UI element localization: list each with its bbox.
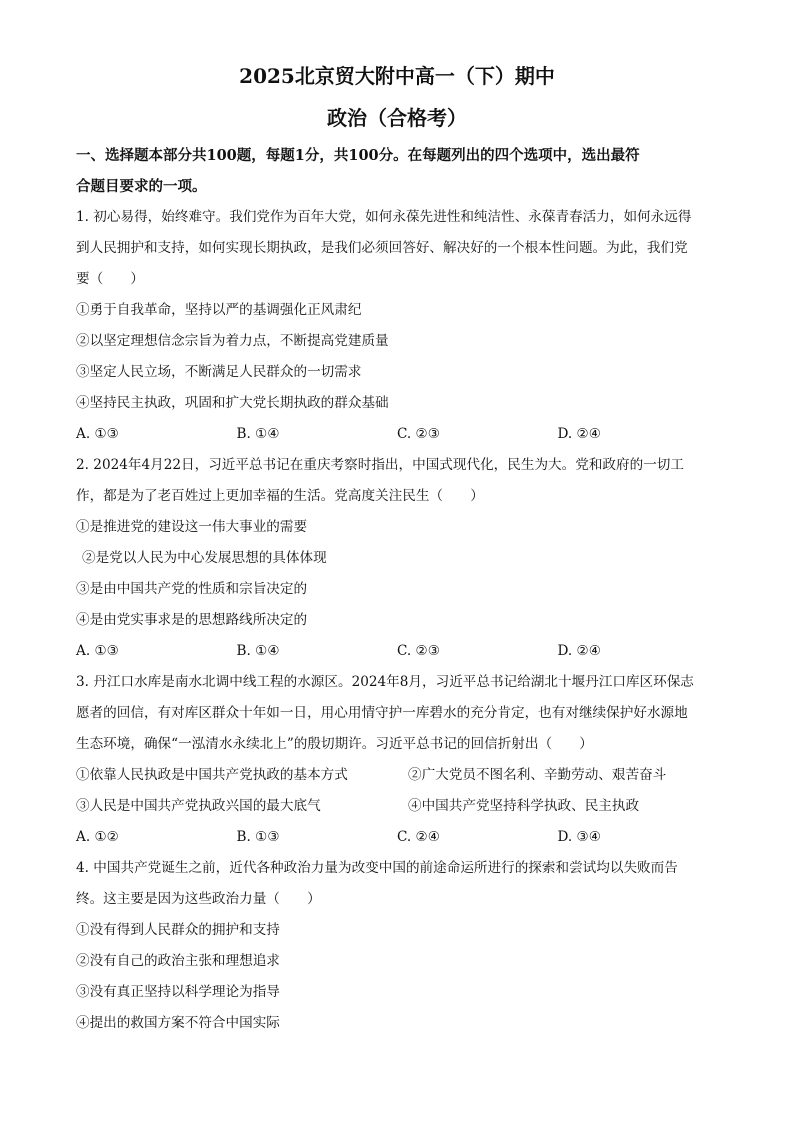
question-2 (76, 450, 718, 667)
statement-option: ①没有得到人民群众的拥护和支持 (76, 922, 280, 938)
statement-option: ②以坚定理想信念宗旨为着力点，不断提高党建质量 (76, 333, 389, 349)
statement-option: ③人民是中国共产党执政兴国的最大底气 (76, 798, 321, 814)
statement-option: ④中国共产党坚持科学执政、民主执政 (408, 798, 640, 814)
section-heading-cont: 合题目要求的一项。 (76, 178, 207, 195)
question-stem-line: 1. 初心易得，始终难守。我们党作为百年大党，如何永葆先进性和纯洁性、永葆青春活力，如何永远得 (76, 209, 692, 225)
choice-d[interactable]: D. ②④ (557, 643, 601, 659)
question-stem-line: 终。这主要是因为这些政治力量（ ） (76, 891, 321, 907)
question-stem-line: 作，都是为了老百姓过上更加幸福的生活。党高度关注民生（ ） (76, 488, 484, 504)
statement-option-row (76, 791, 718, 822)
question-stem-line: 到人民拥护和支持，如何实现长期执政，是我们必须回答好、解决好的一个根本性问题。为此，我们党 (76, 240, 688, 256)
exam-subtitle: 政治（合格考） (327, 106, 467, 130)
statement-option: ①依靠人民执政是中国共产党执政的基本方式 (76, 767, 348, 783)
choice-a[interactable]: A. ①② (76, 829, 119, 845)
choice-c[interactable]: C. ②③ (397, 426, 440, 442)
statement-option: ①是推进党的建设这一伟大事业的需要 (76, 519, 308, 535)
answer-choices (76, 419, 718, 450)
statement-option-row (76, 760, 718, 791)
choice-c[interactable]: C. ②③ (397, 643, 440, 659)
exam-title: 2025北京贸大附中高一（下）期中 (239, 64, 555, 88)
choice-b[interactable]: B. ①④ (236, 643, 280, 659)
question-stem-line: 3. 丹江口水库是南水北调中线工程的水源区。2024年8月，习近平总书记给湖北十堰丹江口库区环保志 (76, 674, 694, 690)
question-stem-line: 2. 2024年4月22日，习近平总书记在重庆考察时指出，中国式现代化，民生为大。党和政府的一切工 (76, 457, 684, 473)
statement-option: ③没有真正坚持以科学理论为指导 (76, 984, 280, 1000)
question-1 (76, 202, 718, 450)
question-stem-line: 要（ ） (76, 271, 144, 287)
statement-option: ②广大党员不图名利、辛勤劳动、艰苦奋斗 (408, 767, 667, 783)
question-stem-line: 生态环境，确保“一泓清水永续北上”的殷切期许。习近平总书记的回信折射出（ ） (76, 736, 593, 752)
choice-c[interactable]: C. ②④ (397, 829, 440, 845)
choice-a[interactable]: A. ①③ (76, 426, 119, 442)
statement-option: ④是由党实事求是的思想路线所决定的 (76, 612, 308, 628)
choice-d[interactable]: D. ②④ (557, 426, 601, 442)
exam-content (76, 140, 718, 1039)
statement-option: ②是党以人民为中心发展思想的具体体现 (82, 550, 327, 566)
statement-option: ①勇于自我革命，坚持以严的基调强化正风肃纪 (76, 302, 362, 318)
choice-b[interactable]: B. ①④ (236, 426, 280, 442)
choice-a[interactable]: A. ①③ (76, 643, 119, 659)
statement-option: ②没有自己的政治主张和理想追求 (76, 953, 280, 969)
choice-d[interactable]: D. ③④ (557, 829, 601, 845)
statement-option: ④提出的救国方案不符合中国实际 (76, 1015, 280, 1031)
answer-choices (76, 636, 718, 667)
statement-option: ③坚定人民立场，不断满足人民群众的一切需求 (76, 364, 362, 380)
question-stem-line: 4. 中国共产党诞生之前，近代各种政治力量为改变中国的前途命运所进行的探索和尝试均以失败而告 (76, 860, 678, 876)
choice-b[interactable]: B. ①③ (236, 829, 280, 845)
statement-option: ④坚持民主执政，巩固和扩大党长期执政的群众基础 (76, 395, 389, 411)
section-heading: 一、选择题本部分共100题，每题1分，共100分。在每题列出的四个选项中，选出最符 (76, 147, 640, 164)
statement-option: ③是由中国共产党的性质和宗旨决定的 (76, 581, 308, 597)
question-stem-line: 愿者的回信，有对库区群众十年如一日，用心用情守护一库碧水的充分肯定，也有对继续保护好水源地 (76, 705, 688, 721)
answer-choices (76, 822, 718, 853)
question-4 (76, 853, 718, 1039)
question-3 (76, 667, 718, 853)
